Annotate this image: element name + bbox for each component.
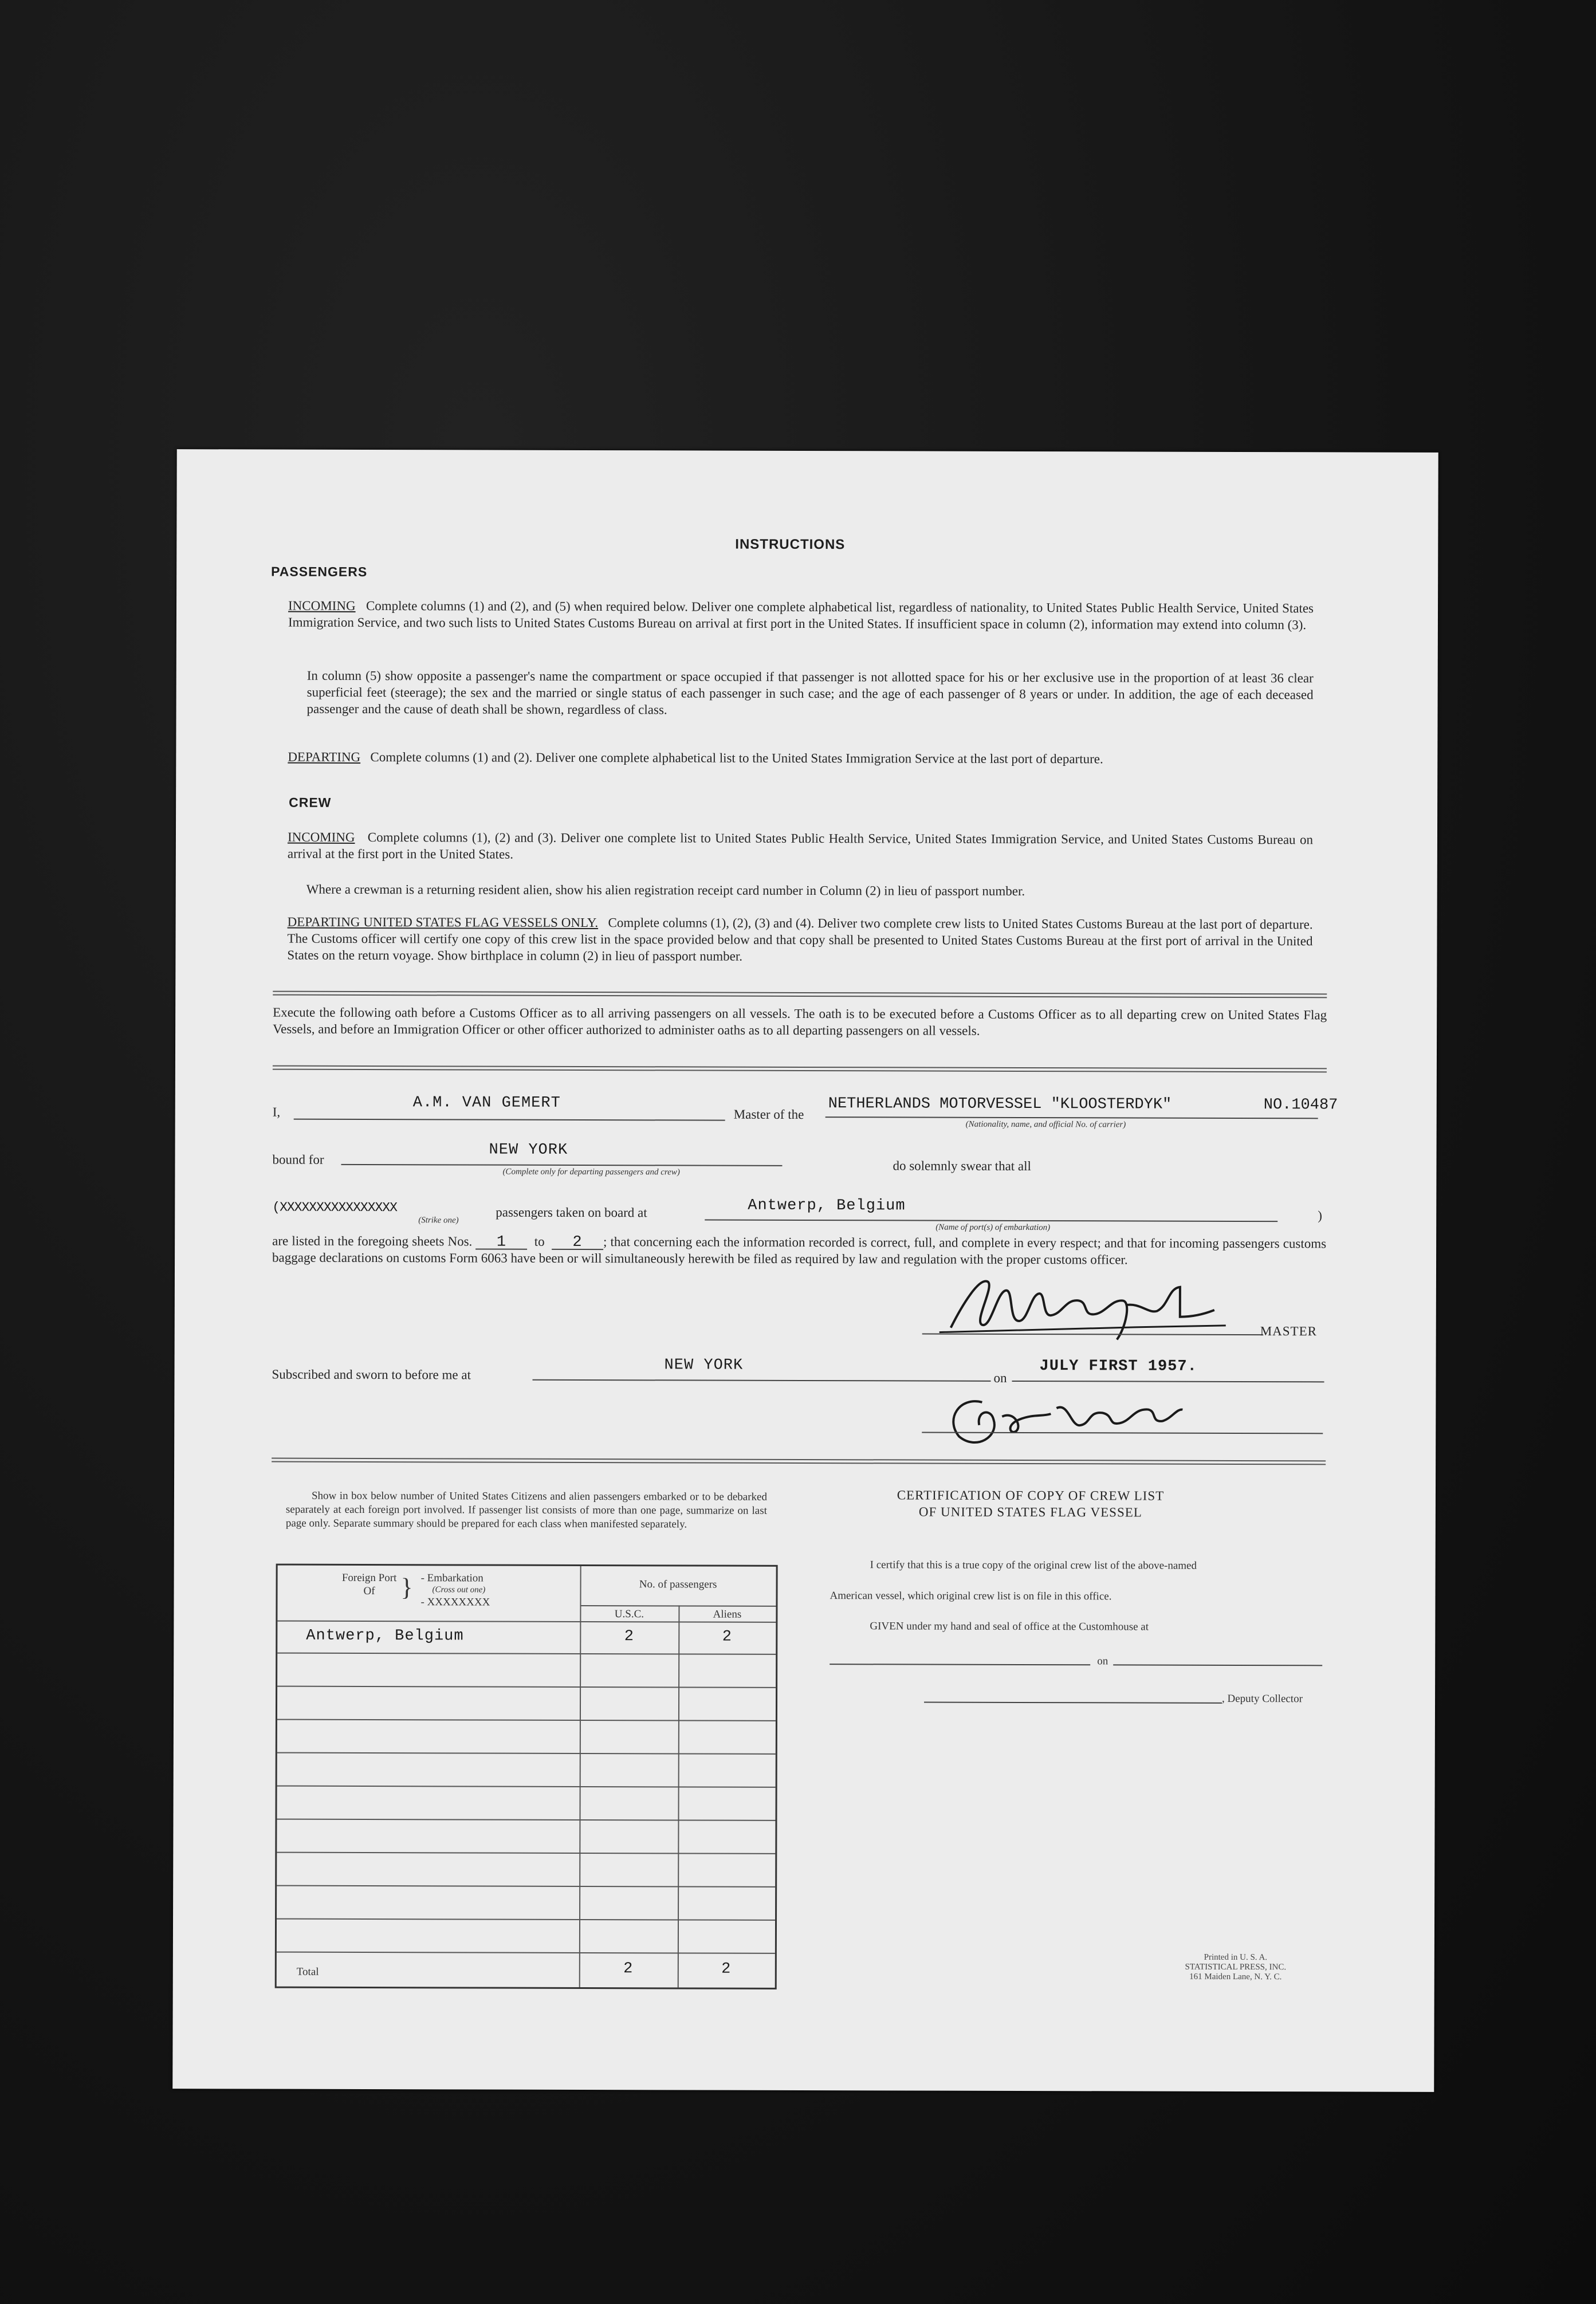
- incoming-text: Complete columns (1) and (2), and (5) when required below. Deliver one complete alphabetical list, regardless of nationality, to United States Public Health Service, United States Immigration Service, and two such lists to United States Customs Bureau on arrival at first port in the United States. If insufficient space in column (2), information may extend into column (3).: [288, 598, 1314, 632]
- foreign-port-header: Foreign Port Of: [341, 1571, 397, 1598]
- column5-paragraph: In column (5) show opposite a passenger's name the compartment or space occupied if that passenger is not allotted space for his or her exclusive use in the proportion of at least 36 clear superficial feet (steerage); the sex and the married or single status of each passenger in such case; and the age of each passenger of 8 years or under. In addition, the age of each deceased passenger and the cause of death shall be shown, regardless of class.: [306, 668, 1314, 717]
- given-text: GIVEN under my hand and seal of office at the Customhouse at: [870, 1620, 1149, 1633]
- table-divider: [277, 1752, 776, 1755]
- vessel-line: [825, 1116, 1318, 1119]
- concerning-text: ; that concerning each the information recorded is correct, full, and complete in every respect; and that for incoming passengers customs baggage declarations on customs Form 6063 have been or will simultaneously herewith be filed as required by law and regulation with the proper customs officer.: [272, 1234, 1327, 1267]
- passengers-departing-paragraph: [288, 749, 1313, 768]
- incoming-label: INCOMING: [288, 598, 356, 613]
- listed-text: are listed in the foregoing sheets Nos.: [272, 1233, 473, 1249]
- on-label: on: [993, 1370, 1007, 1385]
- passenger-summary-table: [275, 1564, 778, 1990]
- sheet-from: 1: [496, 1233, 507, 1251]
- port-line: [705, 1220, 1277, 1222]
- sworn-date: JULY FIRST 1957.: [1039, 1358, 1197, 1375]
- sworn-place: NEW YORK: [664, 1357, 744, 1374]
- flag-vessels-paragraph: [287, 914, 1312, 966]
- subscribed-label: Subscribed and sworn to before me at: [272, 1367, 471, 1382]
- bound-for-label: bound for: [272, 1152, 324, 1167]
- i-label: I,: [272, 1104, 281, 1119]
- oath-intro: Execute the following oath before a Customs Officer as to all arriving passengers on all vessels. The oath is to be executed before a Customs Officer as to all departing crew on United States Flag Vessels, and before an Immigration Officer or other officer authorized to administer oaths as to all departing passengers on all vessels.: [273, 1005, 1327, 1038]
- strike-caption: (Strike one): [418, 1216, 459, 1225]
- row-aliens: 2: [722, 1628, 732, 1646]
- table-divider: [277, 1852, 775, 1854]
- officer-signature: [936, 1385, 1222, 1454]
- document-page: [172, 449, 1438, 2092]
- table-divider: [678, 1605, 680, 1987]
- master-signature: [928, 1259, 1249, 1346]
- section-divider: [273, 1065, 1327, 1073]
- printer-line-3: 161 Maiden Lane, N. Y. C.: [1189, 1972, 1282, 1982]
- passengers-taken-label: passengers taken on board at: [496, 1205, 647, 1220]
- passengers-heading: PASSENGERS: [271, 564, 368, 579]
- row-usc: 2: [624, 1628, 634, 1646]
- usc-header: U.S.C.: [614, 1608, 644, 1621]
- crew-heading: CREW: [289, 795, 332, 810]
- table-divider: [277, 1918, 775, 1921]
- aliens-header: Aliens: [713, 1608, 742, 1621]
- bound-for-line: [341, 1164, 782, 1166]
- row-port: Antwerp, Belgium: [306, 1627, 464, 1645]
- table-divider: [277, 1686, 776, 1688]
- bound-for-caption: (Complete only for departing passengers and crew): [502, 1167, 680, 1177]
- total-aliens: 2: [721, 1960, 732, 1978]
- customhouse-line: [830, 1664, 1090, 1665]
- signature-scribble: [928, 1259, 1249, 1346]
- table-divider: [277, 1719, 776, 1721]
- vessel-caption: (Nationality, name, and official No. of carrier): [965, 1119, 1126, 1130]
- section-divider: [273, 991, 1327, 998]
- total-usc: 2: [623, 1960, 634, 1978]
- embarkation-port: Antwerp, Belgium: [748, 1197, 906, 1215]
- master-name-line: [294, 1119, 725, 1121]
- total-label: Total: [296, 1965, 319, 1978]
- bound-for-value: NEW YORK: [489, 1141, 568, 1159]
- strike-out-text: (XXXXXXXXXXXXXXXX: [272, 1200, 397, 1216]
- close-paren: ): [1318, 1208, 1322, 1223]
- printer-line-1: Printed in U. S. A.: [1204, 1952, 1268, 1963]
- master-of-label: Master of the: [733, 1107, 804, 1122]
- crewman-paragraph: Where a crewman is a returning resident alien, show his alien registration receipt card number in Column (2) in lieu of passport number.: [306, 882, 1025, 899]
- instructions-title: INSTRUCTIONS: [735, 536, 846, 553]
- flag-vessels-label: DEPARTING UNITED STATES FLAG VESSELS ONLY.: [287, 914, 599, 930]
- certification-title-1: CERTIFICATION OF COPY OF CREW LIST: [897, 1488, 1165, 1503]
- brace-icon: }: [400, 1573, 413, 1602]
- passengers-incoming-paragraph: [288, 597, 1314, 634]
- to-label: to: [534, 1234, 545, 1249]
- sworn-place-line: [532, 1379, 990, 1382]
- certification-title-2: OF UNITED STATES FLAG VESSEL: [918, 1504, 1142, 1520]
- swear-text: do solemnly swear that all: [893, 1158, 1031, 1174]
- deputy-collector-label: , Deputy Collector: [1222, 1692, 1303, 1705]
- cross-out-caption: (Cross out one): [432, 1585, 486, 1595]
- sheet-to: 2: [572, 1233, 583, 1251]
- vessel-number: NO.10487: [1263, 1096, 1338, 1114]
- master-label: MASTER: [1260, 1324, 1318, 1339]
- vessel-name: NETHERLANDS MOTORVESSEL "KLOOSTERDYK": [828, 1095, 1172, 1114]
- table-divider: [277, 1819, 775, 1821]
- debarkation-struck: - XXXXXXXX: [420, 1596, 490, 1609]
- certification-on-label: on: [1097, 1655, 1108, 1668]
- deputy-collector-line: [924, 1702, 1222, 1704]
- crew-incoming-text: Complete columns (1), (2) and (3). Deliver one complete list to United States Public Health Service, United States Immigration Service, and United States Customs Bureau on arrival at the first port in the United States.: [287, 829, 1314, 862]
- crew-incoming-label: INCOMING: [287, 829, 355, 844]
- no-passengers-header: No. of passengers: [639, 1578, 717, 1591]
- departing-label: DEPARTING: [288, 749, 361, 764]
- printer-imprint: [1158, 1953, 1313, 1983]
- crew-incoming-paragraph: [288, 829, 1313, 865]
- section-divider: [272, 1458, 1326, 1465]
- printer-line-2: STATISTICAL PRESS, INC.: [1185, 1962, 1287, 1972]
- certify-text-2: American vessel, which original crew list is on file in this office.: [830, 1590, 1112, 1603]
- signature-scribble: [936, 1385, 1222, 1454]
- flag-vessels-text: Complete columns (1), (2), (3) and (4). Deliver two complete crew lists to United States Customs Bureau at the last port of departure. The Customs officer will certify one copy of this crew list in the space provided below and that copy shall be presented to United States Customs Bureau at the first port of arrival in the United States on the return voyage. Show birthplace in column (2) in lieu of passport number.: [287, 915, 1313, 964]
- port-caption: (Name of port(s) of embarkation): [935, 1222, 1051, 1233]
- certify-text-1: I certify that this is a true copy of the original crew list of the above-named: [870, 1559, 1197, 1572]
- table-divider: [580, 1605, 776, 1607]
- table-row: [277, 1622, 776, 1654]
- certification-date-line: [1113, 1664, 1322, 1666]
- embarkation-label: - Embarkation: [420, 1572, 483, 1585]
- sworn-date-line: [1012, 1381, 1324, 1382]
- table-divider: [277, 1786, 776, 1788]
- table-divider: [277, 1885, 775, 1888]
- departing-text: Complete columns (1) and (2). Deliver one complete alphabetical list to the United States Immigration Service at the last port of departure.: [370, 750, 1103, 766]
- master-name: A.M. VAN GEMERT: [412, 1094, 561, 1112]
- table-divider: [277, 1952, 775, 1954]
- summary-instructions: Show in box below number of United States Citizens and alien passengers embarked or to be debarked separately at each foreign port involved. If passenger list consists of more than one page, summarize on last page only. Separate summary should be prepared for each class when manifested separately.: [285, 1489, 767, 1531]
